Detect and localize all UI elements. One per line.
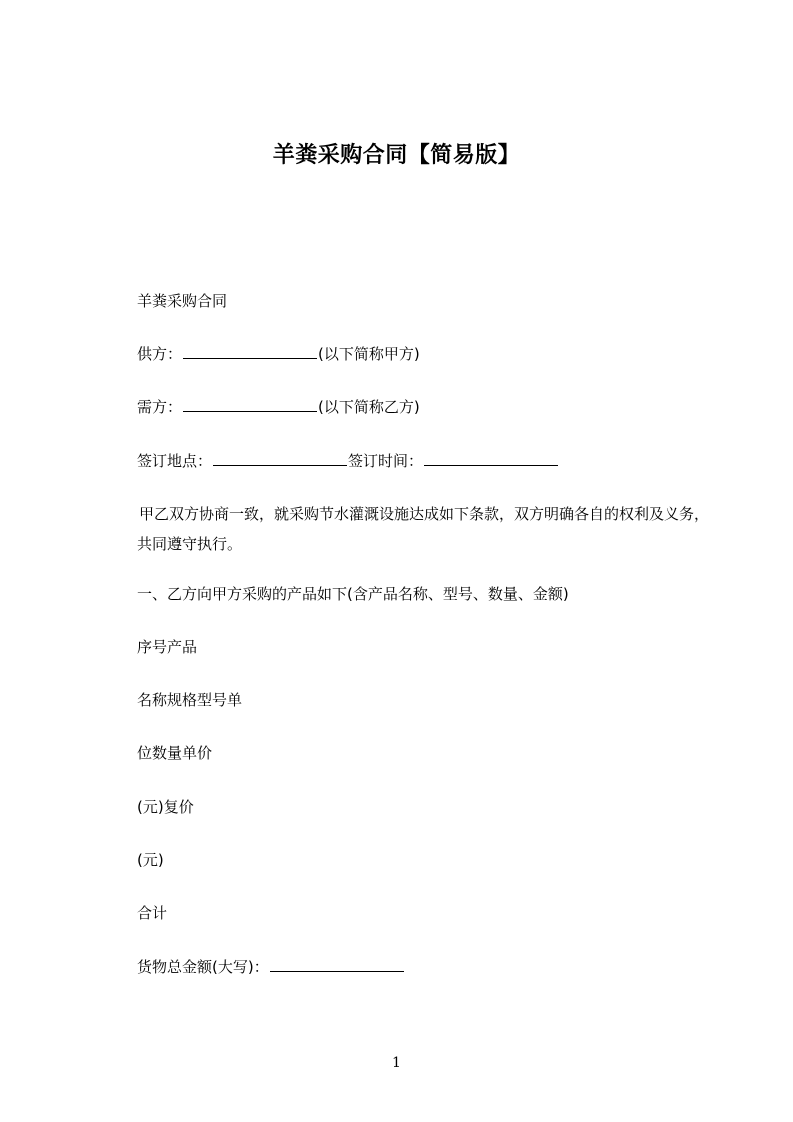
contract-heading: 羊粪采购合同: [137, 292, 228, 310]
total-amount-blank[interactable]: [270, 957, 404, 972]
total-amount-line: [137, 956, 405, 978]
table-line: 合计: [137, 904, 168, 922]
signing-place-blank[interactable]: [213, 451, 347, 466]
buyer-note: (以下简称乙方): [318, 398, 420, 416]
page-number: 1: [392, 1055, 401, 1071]
section-1-heading: 一、乙方向甲方采购的产品如下(含产品名称、型号、数量、金额): [137, 585, 569, 603]
buyer-blank[interactable]: [183, 397, 317, 412]
supplier-label: 供方：: [137, 345, 183, 363]
signing-line: [137, 450, 559, 472]
document-title: 羊粪采购合同【简易版】: [272, 143, 521, 168]
signing-time-blank[interactable]: [424, 451, 558, 466]
intro-paragraph: 甲乙双方协商一致，就采购节水灌溉设施达成如下条款，双方明确各自的权利及义务，共同遵守执行。: [137, 505, 710, 553]
total-amount-label: 货物总金额(大写)：: [137, 958, 269, 976]
table-line: 位数量单价: [137, 744, 213, 762]
supplier-blank[interactable]: [183, 344, 317, 359]
table-line: 名称规格型号单: [137, 691, 243, 709]
supplier-line: [137, 343, 420, 365]
table-line: (元)复价: [137, 798, 194, 816]
table-line: 序号产品: [137, 638, 198, 656]
supplier-note: (以下简称甲方): [318, 345, 420, 363]
signing-time-label: 签订时间：: [348, 452, 424, 470]
buyer-line: [137, 396, 420, 418]
table-line: (元): [137, 851, 164, 869]
buyer-label: 需方：: [137, 398, 183, 416]
signing-place-label: 签订地点：: [137, 452, 213, 470]
